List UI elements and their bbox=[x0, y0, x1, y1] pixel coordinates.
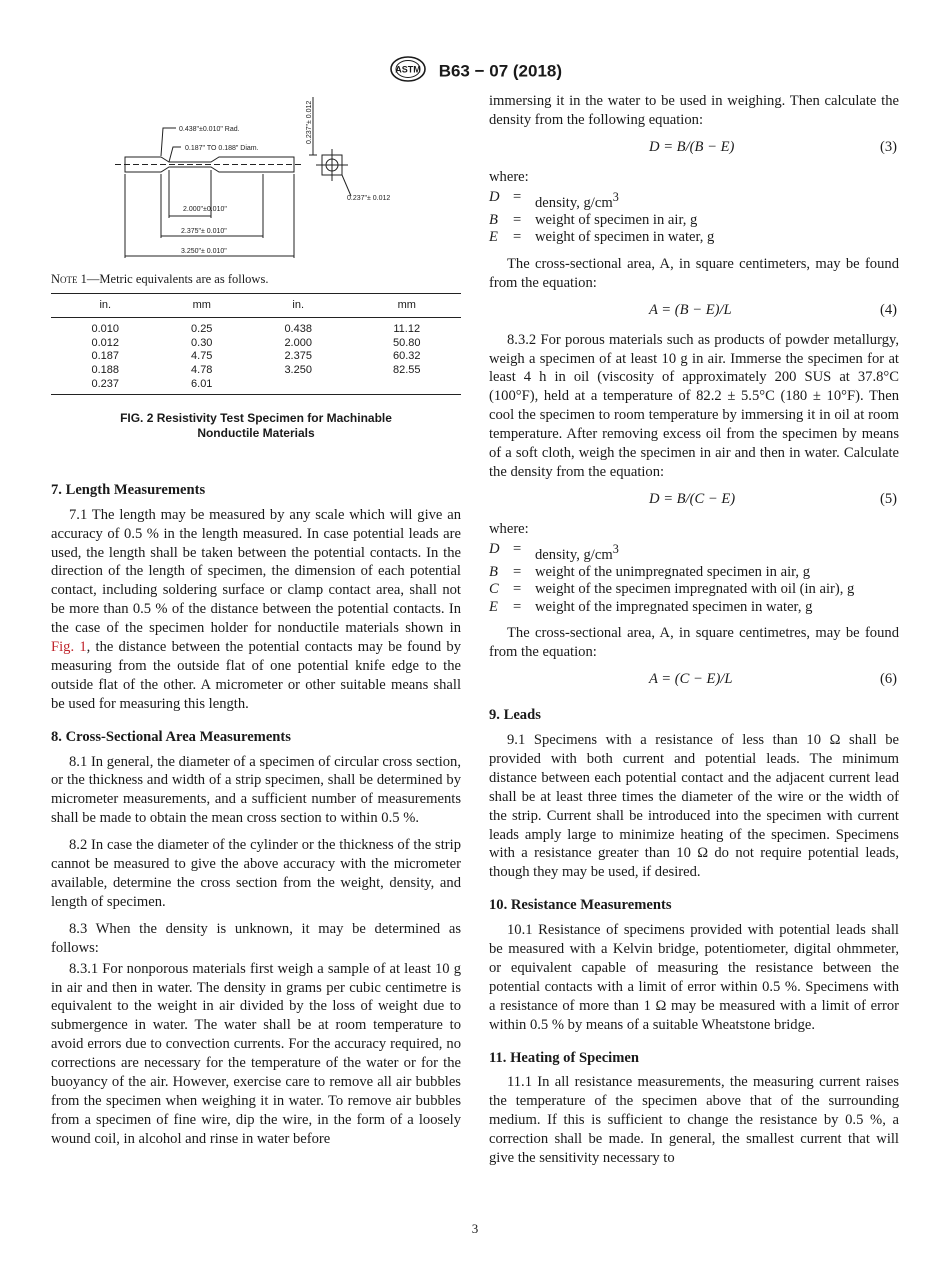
section-heading-8: 8. Cross-Sectional Area Measurements bbox=[51, 728, 291, 745]
table-header: in. bbox=[51, 293, 160, 317]
dim-length-3: 3.250"± 0.010" bbox=[181, 248, 227, 255]
definition-row: E = weight of specimen in water, g bbox=[489, 229, 715, 246]
dim-thickness-side: 0.237"± 0.012 bbox=[347, 195, 391, 202]
paragraph-8-3-1: 8.3.1 For nonporous materials first weigh a sample of at least 10 g in air and then in water. The density in grams per cubic centimetre is equivalent to the weight in air divided by the loss of weight due to submergence in water. The water shall be at room temperature to avoid errors due to convection currents. For the accuracy required, no corrections are necessary for the temperature of the water or for the buoyancy of the air. However, exercise care to remove all air bubbles from the specimen when weighing it in water. To remove air bubbles from a specimen of fine wire, dip the wire, in the form of a loosely wound coil, in alcohol and rinse in water before bbox=[51, 960, 461, 1147]
table-row: 0.237 6.01 bbox=[51, 378, 461, 394]
paragraph-area-2: The cross-sectional area, A, in square centimetres, may be found from the equation: bbox=[489, 625, 899, 661]
paragraph-8-3-2: 8.3.2 For porous materials such as products of powder metallurgy, weigh a specimen of at least 10 g in air. Immerse the specimen for at least 4 h in oil (viscosity of approximately 200 SUS at 37.8°C (100°F), held at a temperature of 82.2 ± 5.5°C (180 ± 10°F). Then cool the specimen to room temperature by immersing it in oil at room temperature. After removing excess oil from the specimen by means of a soft cloth, weigh the specimen in air and then in water. Calculate the density from the equation: bbox=[489, 331, 899, 480]
table-row: 0.188 4.78 3.250 82.55 bbox=[91, 364, 421, 377]
paragraph-9-1: 9.1 Specimens with a resistance of less than 10 Ω shall be provided with both current and potential leads. The minimum distance between each potential contact and the adjacent current lead shall be at least three times the diameter of the wire or the width of the strip. Current shall be introduced into the specimen with current leads amply large to minimize heating of the specimen. Specimens with a resistance greater than 10 Ω do not require potential leads, though they may be used, if desired. bbox=[489, 731, 899, 881]
svg-text:ASTM: ASTM bbox=[395, 64, 421, 75]
section-heading-11: 11. Heating of Specimen bbox=[489, 1049, 639, 1066]
section-heading-7: 7. Length Measurements bbox=[51, 481, 206, 498]
paragraph-8-3: 8.3 When the density is unknown, it may be determined as follows: bbox=[51, 920, 461, 956]
right-column bbox=[489, 92, 899, 1176]
metric-equivalents-table bbox=[51, 293, 461, 395]
equation-3: D = B/(B − E) (3) bbox=[649, 138, 897, 155]
definition-row: C = weight of the specimen impregnated with oil (in air), g bbox=[489, 581, 855, 598]
paragraph-8-3-1-cont: immersing it in the water to be used in weighing. Then calculate the density from the following equation: bbox=[489, 93, 899, 128]
definitions-list-2 bbox=[489, 541, 854, 616]
table-row: 0.187 4.75 2.375 60.32 bbox=[91, 350, 421, 363]
table-header: in. bbox=[244, 293, 353, 317]
where-label: where: bbox=[489, 168, 529, 185]
paragraph-area-1: The cross-sectional area, A, in square centimeters, may be found from the equation: bbox=[489, 255, 899, 291]
page-header bbox=[0, 56, 950, 87]
document-designation: B63 − 07 (2018) bbox=[438, 61, 563, 81]
table-header: mm bbox=[352, 293, 461, 317]
dim-length-2: 2.375"± 0.010" bbox=[181, 228, 227, 235]
specimen-drawing bbox=[51, 92, 461, 270]
astm-logo-icon bbox=[388, 56, 428, 87]
page-number: 3 bbox=[471, 1221, 479, 1236]
equation-5: D = B/(C − E) (5) bbox=[649, 490, 897, 507]
figure-caption: FIG. 2 Resistivity Test Specimen for Machinable Nonductile Materials bbox=[120, 410, 392, 440]
section-heading-9: 9. Leads bbox=[489, 707, 541, 724]
paragraph-10-1: 10.1 Resistance of specimens provided with potential leads shall be measured with a Kelvin bridge, potentiometer, digital ohmmeter, or equivalent capable of measuring the resistance between the potential contacts with a limit of error within 0.5 %. Specimens with a resistance of more than 1 Ω may be measured with a limit of error within 0.5 % by means of a suitable Wheatstone bridge. bbox=[489, 922, 899, 1033]
figure-note: Note 1—Metric equivalents are as follows. bbox=[51, 272, 269, 286]
paragraph-8-1: 8.1 In general, the diameter of a specimen of circular cross section, or the thickness and width of a strip specimen, shall be determined by micrometer measurements, and a sufficient number of measurements shall be made to obtain the mean cross section to within 0.5 %. bbox=[51, 753, 461, 827]
dim-thickness-vertical: 0.237"± 0.012 bbox=[306, 100, 313, 144]
equation-4: A = (B − E)/L (4) bbox=[649, 301, 897, 318]
section-heading-10: 10. Resistance Measurements bbox=[489, 897, 672, 914]
fig-1-link[interactable]: Fig. 1 bbox=[51, 639, 87, 656]
left-column bbox=[51, 92, 461, 1157]
definitions-list-1 bbox=[489, 189, 714, 247]
table-row: 0.012 0.30 2.000 50.80 bbox=[91, 336, 421, 349]
dim-radius: 0.438"±0.010" Rad. bbox=[179, 126, 240, 133]
definition-row: D = density, $g/cm^3$ bbox=[489, 188, 619, 211]
definition-row: B = weight of the unimpregnated specimen in air, g bbox=[489, 564, 810, 581]
definition-row: B = weight of specimen in air, g bbox=[489, 211, 698, 228]
paragraph-8-2: 8.2 In case the diameter of the cylinder or the thickness of the strip cannot be measured to give the above accuracy with the micrometer available, determine the cross section from the weight, density, and length of specimen. bbox=[51, 837, 461, 910]
table-row: 0.010 0.25 0.438 11.12 bbox=[91, 322, 421, 335]
equation-6: A = (C − E)/L (6) bbox=[649, 671, 897, 688]
dim-diameter: 0.187" TO 0.188" Diam. bbox=[185, 145, 259, 152]
definition-row: D = density, $g/cm^3$ bbox=[489, 540, 619, 563]
paragraph-7-1: 7.1 The length may be measured by any scale which will give an accuracy of 0.5 % in the length measured. In case potential leads are used, the length shall be taken between the potential contacts. In the direction of the length of specimen, the dimension of each potential contact, including soldering surface or clamp contact area, shall not be more than 0.5 % of the distance between the potential contacts. In the case of the specimen holder for nonductile materials shown in Fig. 1, the distance between the potential contacts may be found by measuring from the outside flat of one potential knife edge to the outside flat of the other. A micrometer or other suitable means shall be used for measuring this length. bbox=[51, 506, 461, 712]
table-header: mm bbox=[160, 293, 244, 317]
dim-length-1: 2.000"±0.010" bbox=[183, 206, 227, 213]
definition-row: E = weight of the impregnated specimen in water, g bbox=[489, 598, 813, 615]
where-label: where: bbox=[489, 520, 529, 537]
paragraph-11-1: 11.1 In all resistance measurements, the measuring current raises the temperature of the specimen above that of the surrounding medium. If this is sufficient to change the resistance by 0.5 %, a correction shall be made. In general, the smallest current that will give the sensitivity necessary to bbox=[489, 1074, 899, 1167]
